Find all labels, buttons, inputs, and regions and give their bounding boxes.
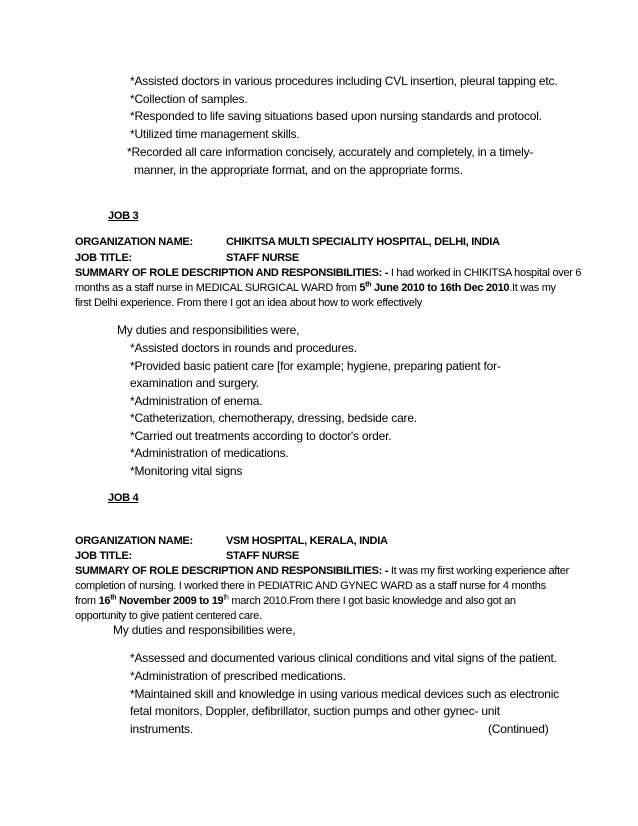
job4-summary-label: SUMMARY OF ROLE DESCRIPTION AND RESPONSIBILITIES: - [75, 565, 389, 577]
job4-date-day-1: 16 [98, 595, 111, 607]
job3-duty-item: *Assisted doctors in rounds and procedures. [130, 341, 357, 355]
job3-summary-text-2a: months as a staff nurse in MEDICAL SURGICAL WARD from [75, 282, 360, 294]
job3-duty-item: *Administration of medications. [130, 446, 289, 460]
job4-heading: JOB 4 [108, 492, 139, 504]
job4-duty-item-continuation: instruments. [130, 722, 193, 736]
job3-summary-text-2b: .It was my [509, 282, 556, 294]
job3-date-rest: June 2010 to 16th Dec 2010 [371, 282, 510, 294]
job4-org-value: VSM HOSPITAL, KERALA, INDIA [226, 535, 388, 547]
job4-summary-from: from [75, 595, 99, 607]
job3-duty-item: *Catheterization, chemotherapy, dressing, bedside care. [130, 411, 417, 425]
job3-date-day: 5 [359, 282, 366, 294]
continued-label: (Continued) [488, 722, 549, 736]
job3-summary-text-1: I had worked in CHIKITSA hospital over 6 [388, 267, 582, 279]
bullet-item: *Responded to life saving situations based upon nursing standards and protocol. [130, 109, 542, 123]
job4-date-mid: November 2009 to 19 [116, 595, 224, 607]
job4-summary-line-1 [75, 564, 569, 579]
bullet-item-continuation: manner, in the appropriate format, and on the appropriate forms. [134, 163, 463, 177]
job4-duty-item: *Assessed and documented various clinical conditions and vital signs of the patient. [130, 651, 557, 665]
job4-duty-item: *Administration of prescribed medications. [130, 669, 346, 683]
job3-summary-line-3: first Delhi experience. From there I got an idea about how to work effectively [75, 297, 422, 309]
job3-duty-item: *Monitoring vital signs [130, 464, 243, 478]
job4-summary-line-3 [75, 594, 516, 609]
job3-date-sup: th [365, 281, 372, 289]
job4-title-label: JOB TITLE: [75, 550, 132, 562]
job4-date-sup-1: th [110, 594, 117, 602]
job3-title-label: JOB TITLE: [75, 252, 132, 264]
job4-duty-item: *Maintained skill and knowledge in using various medical devices such as electronic [130, 687, 559, 701]
job4-summary-text-1: It was my first working experience after [388, 565, 569, 577]
job4-org-label: ORGANIZATION NAME: [75, 535, 193, 547]
job3-org-label: ORGANIZATION NAME: [75, 236, 193, 248]
job4-title-value: STAFF NURSE [226, 550, 299, 562]
job3-org-value: CHIKITSA MULTI SPECIALITY HOSPITAL, DELHI, INDIA [226, 236, 500, 248]
job3-summary-label: SUMMARY OF ROLE DESCRIPTION AND RESPONSIBILITIES: - [75, 267, 389, 279]
job4-summary-line-4: opportunity to give patient centered care. [75, 610, 262, 622]
job3-heading: JOB 3 [108, 210, 139, 222]
job4-summary-line-2: completion of nursing. I worked there in PEDIATRIC AND GYNEC WARD as a staff nurse for 4 months [75, 580, 546, 592]
bullet-item: *Recorded all care information concisely, accurately and completely, in a timely- [127, 145, 534, 159]
job3-title-value: STAFF NURSE [226, 252, 299, 264]
job3-summary-line-2 [75, 281, 556, 296]
job3-duty-item: *Administration of enema. [130, 394, 263, 408]
job4-duty-item-continuation: fetal monitors, Doppler, defibrillator, suction pumps and other gynec- unit [130, 704, 500, 718]
job4-duties-intro: My duties and responsibilities were, [113, 623, 296, 637]
job3-duty-item-continuation: examination and surgery. [130, 376, 260, 390]
bullet-item: *Assisted doctors in various procedures including CVL insertion, pleural tapping etc. [130, 74, 558, 88]
job4-date-sup-2: th [223, 594, 229, 602]
job4-summary-text-3: march 2010.From there I got basic knowledge and also got an [228, 595, 516, 607]
bullet-item: *Utilized time management skills. [130, 127, 300, 141]
job3-duty-item: *Provided basic patient care [for example; hygiene, preparing patient for- [130, 359, 501, 373]
job3-duty-item: *Carried out treatments according to doctor's order. [130, 429, 392, 443]
job3-duties-intro: My duties and responsibilities were, [117, 323, 300, 337]
bullet-item: *Collection of samples. [130, 92, 248, 106]
job3-summary-line-1 [75, 266, 581, 281]
